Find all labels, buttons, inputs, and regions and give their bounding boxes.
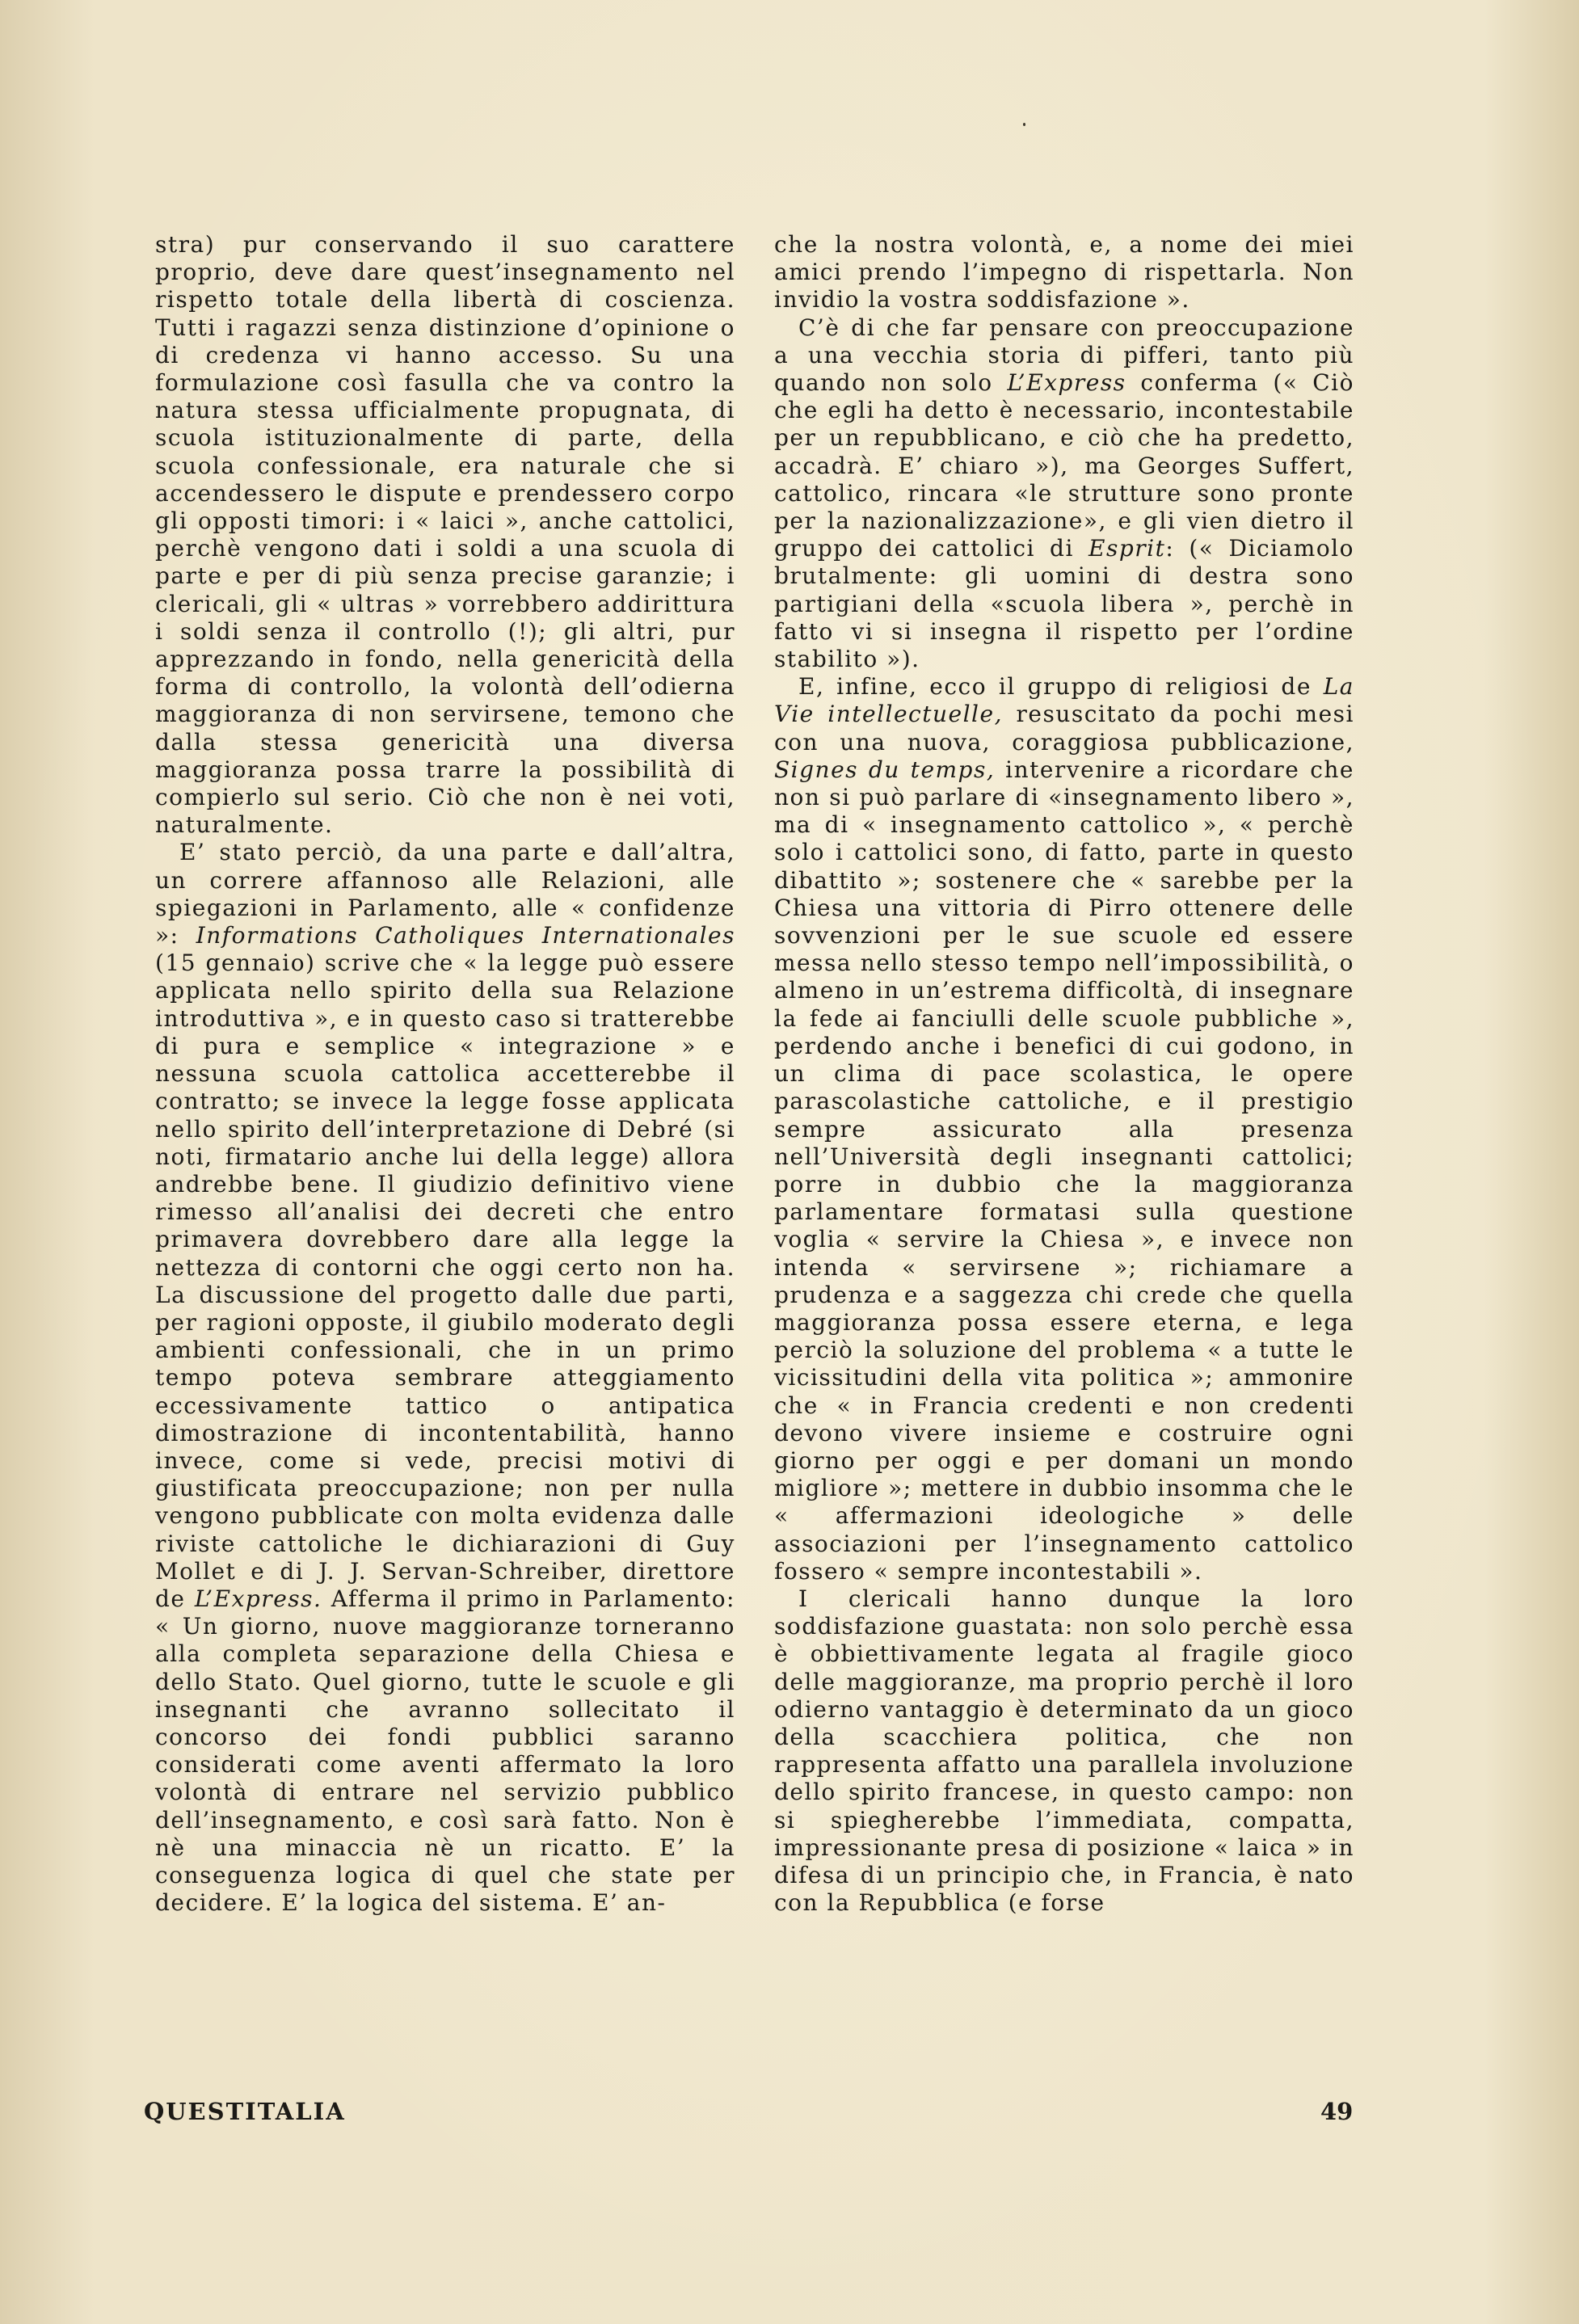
left-column	[155, 231, 735, 1917]
paragraph	[774, 673, 1354, 1585]
paragraph	[774, 231, 1354, 314]
body-text: Afferma il primo in Parlamento: « Un giorno, nuove maggioranze torneranno alla completa separazione della Chiesa e dello Stato. Quel giorno, tutte le scuole e gli insegnanti che avranno sollecitato il concorso dei fondi pubblici saranno considerati come aventi affermato la loro volontà di entrare nel servizio pubblico dell’insegnamento, e così sarà fatto. Non è nè una minaccia nè un ricatto. E’ la conseguenza logica di quel che state per decidere. E’ la logica del sistema. E’ an-	[155, 1585, 735, 1917]
body-text: stra) pur conservando il suo carattere proprio, deve dare quest’insegnamento nel rispetto totale della libertà di coscienza. Tutti i ragazzi senza distinzione d’opinione o di credenza vi hanno accesso. Su una formulazione così fasulla che va contro la natura stessa ufficialmente propugnata, di scuola istituzionalmente di parte, della scuola confessionale, era naturale che si accendessero le dispute e prendessero corpo gli opposti timori: i « laici », anche cattolici, perchè vengono dati i soldi a una scuola di parte e per di più senza precise garanzie; i clericali, gli « ultras » vorrebbero addirittura i soldi senza il controllo (!); gli altri, pur apprezzando in fondo, nella genericità della forma di controllo, la volontà dell’odierna maggioranza di non servirsene, temono che dalla stessa genericità una diversa maggioranza possa trarre la possibilità di compierlo sul serio. Ciò che non è nei voti, naturalmente.	[155, 231, 735, 839]
footer-magazine-title: QUESTITALIA	[144, 2098, 346, 2125]
paragraph	[155, 839, 735, 1917]
paragraph	[774, 314, 1354, 674]
body-text: E, infine, ecco il gruppo di religiosi de	[798, 673, 1324, 701]
body-text: resuscitato da pochi mesi con una nuova, coraggiosa pubblicazione,	[774, 701, 1354, 756]
paper-speck	[1023, 123, 1025, 126]
right-column	[774, 231, 1354, 1917]
italic-title-text: Esprit	[1088, 535, 1166, 562]
italic-title-text: Informations Catholiques Internationales	[196, 922, 736, 949]
body-text: che la nostra volontà, e, a nome dei miei amici prendo l’impegno di rispettarla. Non invidio la vostra soddisfazione ».	[774, 231, 1354, 314]
italic-title-text: Signes du temps,	[774, 756, 996, 783]
body-text: I clericali hanno dunque la loro soddisfazione guastata: non solo perchè essa è obbiettivamente legata al fragile gioco delle maggioranze, ma proprio perchè il loro odierno vantaggio è determinato da un gioco della scacchiera politica, che non rappresenta affatto una parallela involuzione dello spirito francese, in questo campo: non si spiegherebbe l’immediata, compatta, impressionante presa di posizione « laica » in difesa di un principio che, in Francia, è nato con la Repubblica (e forse	[774, 1585, 1354, 1917]
body-text: conferma (« Ciò che egli ha detto è necessario, incontestabile per un repubblicano, e ciò che ha predetto, accadrà. E’ chiaro »), ma Georges Suffert, cattolico, rincara «le strutture sono pronte per la nazionalizzazione», e gli vien dietro il gruppo dei cattolici di	[774, 369, 1354, 562]
footer-page-number: 49	[1320, 2098, 1354, 2125]
italic-title-text: L’Express.	[194, 1585, 322, 1612]
body-text: : (« Diciamolo brutalmente: gli uomini di destra sono partigiani della «scuola libera », perchè in fatto vi si insegna il rispetto per l’ordine stabilito »).	[774, 535, 1354, 673]
body-text: C’è di che far pensare con preoccupazione a una vecchia storia di pifferi, tanto più quando non solo	[774, 314, 1354, 397]
paragraph	[774, 1585, 1354, 1917]
body-text: intervenire a ricordare che non si può parlare di «insegnamento libero », ma di « insegnamento cattolico », « perchè solo i cattolici sono, di fatto, parte in questo dibattito »; sostenere che « sarebbe per la Chiesa una vittoria di Pirro ottenere delle sovvenzioni per le sue scuole ed essere messa nello stesso tempo nell’impossibilità, o almeno in un’estrema difficoltà, di insegnare la fede ai fanciulli delle scuole pubbliche », perdendo anche i benefici di cui godono, in un clima di pace scolastica, le opere parascolastiche cattoliche, e il prestigio sempre assicurato alla presenza nell’Università degli insegnanti cattolici; porre in dubbio che la maggioranza parlamentare formatasi sulla questione voglia « servire la Chiesa », e invece non intenda « servirsene »; richiamare a prudenza e a saggezza chi crede che quella maggioranza possa essere eterna, e lega perciò la soluzione del problema « a tutte le vicissitudini della vita politica »; ammonire che « in Francia credenti e non credenti devono vivere insieme e costruire ogni giorno per oggi e per domani un mondo migliore »; mettere in dubbio insomma che le « affermazioni ideologiche » delle associazioni per l’insegnamento cattolico fossero « sempre incontestabili ».	[774, 756, 1355, 1585]
body-text: (15 gennaio) scrive che « la legge può essere applicata nello spirito della sua Relazione introduttiva », e in questo caso si tratterebbe di pura e semplice « integrazione » e nessuna scuola cattolica accetterebbe il contratto; se invece la legge fosse applicata nello spirito dell’interpretazione di Debré (si noti, firmatario anche lui della legge) allora andrebbe bene. Il giudizio definitivo viene rimesso all’analisi dei decreti che entro primavera dovrebbero dare alla legge la nettezza di contorni che oggi certo non ha. La discussione del progetto dalle due parti, per ragioni opposte, il giubilo moderato degli ambienti confessionali, che in un primo tempo poteva sembrare atteggiamento eccessivamente tattico o antipatica dimostrazione di incontentabilità, hanno invece, come si vede, precisi motivi di giustificata preoccupazione; non per nulla vengono pubblicate con molta evidenza dalle riviste cattoliche le dichiarazioni di Guy Mollet e di J. J. Servan-Schreiber, direttore de	[155, 949, 735, 1612]
italic-title-text: L’Express	[1007, 369, 1126, 397]
body-text: E’ stato perciò, da una parte e dall’altra, un correre affannoso alle Relazioni, alle spiegazioni in Parlamento, alle « confidenze »:	[155, 839, 735, 949]
italic-title-text: La Vie intellectuelle,	[774, 673, 1354, 728]
paragraph	[155, 231, 735, 839]
